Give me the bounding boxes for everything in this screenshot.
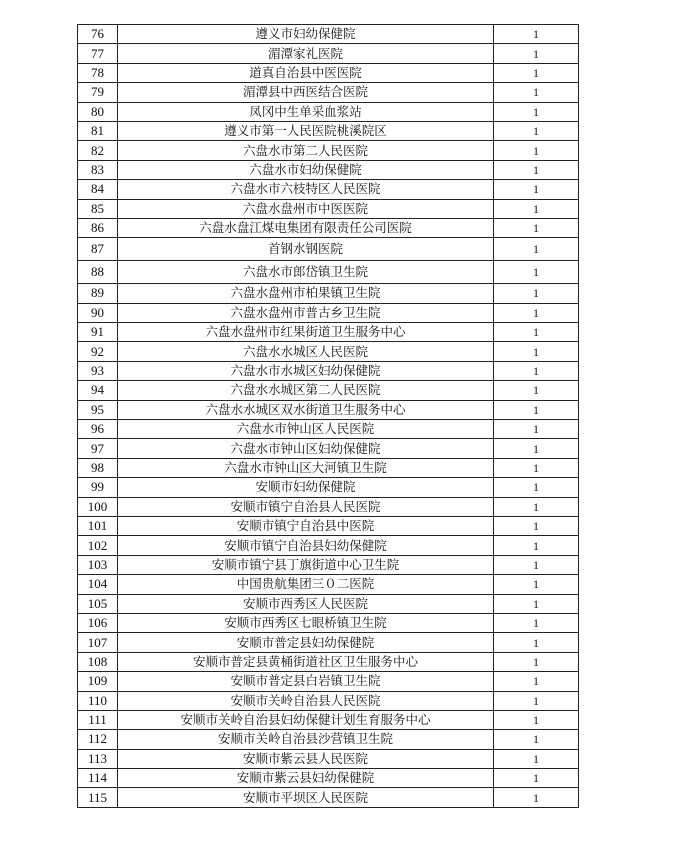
row-number-cell: 80	[78, 102, 118, 121]
count-cell: 1	[494, 361, 579, 380]
table-row	[78, 284, 579, 303]
institution-name-cell: 六盘水盘州市中医医院	[118, 199, 494, 218]
institution-name-cell: 安顺市紫云县妇幼保健院	[118, 769, 494, 788]
count-cell: 1	[494, 199, 579, 218]
row-number-cell: 106	[78, 613, 118, 632]
count-cell: 1	[494, 652, 579, 671]
institution-name-cell: 道真自治县中医医院	[118, 63, 494, 82]
count-cell: 1	[494, 710, 579, 729]
row-number-cell: 92	[78, 342, 118, 361]
institution-name-cell: 六盘水盘州市红果街道卫生服务中心	[118, 323, 494, 342]
row-number-cell: 107	[78, 633, 118, 652]
table-row	[78, 555, 579, 574]
table-row	[78, 44, 579, 63]
row-number-cell: 94	[78, 381, 118, 400]
row-number-cell: 111	[78, 710, 118, 729]
count-cell: 1	[494, 691, 579, 710]
count-cell: 1	[494, 400, 579, 419]
institution-name-cell: 六盘水盘州市柏果镇卫生院	[118, 284, 494, 303]
institution-name-cell: 湄潭县中西医结合医院	[118, 83, 494, 102]
row-number-cell: 96	[78, 420, 118, 439]
count-cell: 1	[494, 788, 579, 807]
table-row	[78, 180, 579, 199]
row-number-cell: 95	[78, 400, 118, 419]
table-row	[78, 25, 579, 44]
institution-name-cell: 凤冈中生单采血浆站	[118, 102, 494, 121]
institution-name-cell: 安顺市镇宁自治县中医院	[118, 516, 494, 535]
institution-name-cell: 安顺市关岭自治县沙营镇卫生院	[118, 730, 494, 749]
institution-name-cell: 六盘水市钟山区人民医院	[118, 420, 494, 439]
count-cell: 1	[494, 323, 579, 342]
row-number-cell: 86	[78, 218, 118, 237]
row-number-cell: 87	[78, 238, 118, 261]
hospital-table	[77, 24, 579, 808]
count-cell: 1	[494, 342, 579, 361]
table-row	[78, 400, 579, 419]
count-cell: 1	[494, 121, 579, 140]
row-number-cell: 114	[78, 769, 118, 788]
row-number-cell: 88	[78, 261, 118, 284]
count-cell: 1	[494, 303, 579, 322]
table-row	[78, 788, 579, 807]
table-row	[78, 613, 579, 632]
count-cell: 1	[494, 25, 579, 44]
count-cell: 1	[494, 180, 579, 199]
table-row	[78, 63, 579, 82]
row-number-cell: 108	[78, 652, 118, 671]
table-row	[78, 102, 579, 121]
institution-name-cell: 中国贵航集团三０二医院	[118, 575, 494, 594]
row-number-cell: 98	[78, 458, 118, 477]
table-row	[78, 342, 579, 361]
count-cell: 1	[494, 575, 579, 594]
row-number-cell: 85	[78, 199, 118, 218]
count-cell: 1	[494, 594, 579, 613]
row-number-cell: 112	[78, 730, 118, 749]
table-row	[78, 141, 579, 160]
institution-name-cell: 遵义市第一人民医院桃溪院区	[118, 121, 494, 140]
institution-name-cell: 六盘水水城区第二人民医院	[118, 381, 494, 400]
row-number-cell: 90	[78, 303, 118, 322]
row-number-cell: 93	[78, 361, 118, 380]
row-number-cell: 115	[78, 788, 118, 807]
row-number-cell: 113	[78, 749, 118, 768]
table-row	[78, 420, 579, 439]
row-number-cell: 79	[78, 83, 118, 102]
table-row	[78, 160, 579, 179]
institution-name-cell: 六盘水市第二人民医院	[118, 141, 494, 160]
institution-name-cell: 遵义市妇幼保健院	[118, 25, 494, 44]
table-row	[78, 458, 579, 477]
table-row	[78, 361, 579, 380]
institution-name-cell: 安顺市妇幼保健院	[118, 478, 494, 497]
count-cell: 1	[494, 284, 579, 303]
institution-name-cell: 安顺市普定县妇幼保健院	[118, 633, 494, 652]
table-row	[78, 439, 579, 458]
institution-name-cell: 六盘水市水城区妇幼保健院	[118, 361, 494, 380]
table-row	[78, 323, 579, 342]
institution-name-cell: 安顺市关岭自治县人民医院	[118, 691, 494, 710]
count-cell: 1	[494, 613, 579, 632]
row-number-cell: 101	[78, 516, 118, 535]
table-row	[78, 238, 579, 261]
count-cell: 1	[494, 141, 579, 160]
row-number-cell: 102	[78, 536, 118, 555]
table-row	[78, 199, 579, 218]
count-cell: 1	[494, 381, 579, 400]
institution-name-cell: 六盘水市妇幼保健院	[118, 160, 494, 179]
institution-name-cell: 六盘水市钟山区妇幼保健院	[118, 439, 494, 458]
table-row	[78, 536, 579, 555]
count-cell: 1	[494, 536, 579, 555]
table-row	[78, 218, 579, 237]
count-cell: 1	[494, 633, 579, 652]
table-row	[78, 497, 579, 516]
table-row	[78, 516, 579, 535]
table-row	[78, 633, 579, 652]
institution-name-cell: 首钢水钢医院	[118, 238, 494, 261]
count-cell: 1	[494, 555, 579, 574]
row-number-cell: 77	[78, 44, 118, 63]
table-row	[78, 672, 579, 691]
row-number-cell: 110	[78, 691, 118, 710]
count-cell: 1	[494, 749, 579, 768]
count-cell: 1	[494, 672, 579, 691]
institution-name-cell: 六盘水市六枝特区人民医院	[118, 180, 494, 199]
row-number-cell: 105	[78, 594, 118, 613]
row-number-cell: 104	[78, 575, 118, 594]
table-body	[78, 25, 579, 808]
table-row	[78, 691, 579, 710]
institution-name-cell: 六盘水盘江煤电集团有限责任公司医院	[118, 218, 494, 237]
table-row	[78, 730, 579, 749]
institution-name-cell: 安顺市西秀区人民医院	[118, 594, 494, 613]
count-cell: 1	[494, 83, 579, 102]
count-cell: 1	[494, 238, 579, 261]
table-row	[78, 575, 579, 594]
institution-name-cell: 六盘水水城区人民医院	[118, 342, 494, 361]
institution-name-cell: 安顺市西秀区七眼桥镇卫生院	[118, 613, 494, 632]
institution-name-cell: 安顺市镇宁自治县妇幼保健院	[118, 536, 494, 555]
row-number-cell: 100	[78, 497, 118, 516]
count-cell: 1	[494, 160, 579, 179]
table-row	[78, 594, 579, 613]
institution-name-cell: 安顺市平坝区人民医院	[118, 788, 494, 807]
table-row	[78, 478, 579, 497]
table-row	[78, 652, 579, 671]
table-row	[78, 769, 579, 788]
count-cell: 1	[494, 730, 579, 749]
institution-name-cell: 六盘水水城区双水街道卫生服务中心	[118, 400, 494, 419]
table-row	[78, 749, 579, 768]
row-number-cell: 82	[78, 141, 118, 160]
institution-name-cell: 安顺市镇宁自治县人民医院	[118, 497, 494, 516]
row-number-cell: 78	[78, 63, 118, 82]
institution-name-cell: 安顺市紫云县人民医院	[118, 749, 494, 768]
institution-name-cell: 六盘水市钟山区大河镇卫生院	[118, 458, 494, 477]
count-cell: 1	[494, 516, 579, 535]
count-cell: 1	[494, 218, 579, 237]
table-row	[78, 261, 579, 284]
count-cell: 1	[494, 102, 579, 121]
row-number-cell: 103	[78, 555, 118, 574]
row-number-cell: 91	[78, 323, 118, 342]
count-cell: 1	[494, 420, 579, 439]
table-row	[78, 83, 579, 102]
count-cell: 1	[494, 769, 579, 788]
institution-name-cell: 安顺市关岭自治县妇幼保健计划生育服务中心	[118, 710, 494, 729]
table-row	[78, 121, 579, 140]
institution-name-cell: 六盘水盘州市普古乡卫生院	[118, 303, 494, 322]
row-number-cell: 109	[78, 672, 118, 691]
institution-name-cell: 安顺市镇宁县丁旗街道中心卫生院	[118, 555, 494, 574]
table-row	[78, 381, 579, 400]
row-number-cell: 81	[78, 121, 118, 140]
count-cell: 1	[494, 497, 579, 516]
table-row	[78, 303, 579, 322]
count-cell: 1	[494, 63, 579, 82]
count-cell: 1	[494, 478, 579, 497]
row-number-cell: 83	[78, 160, 118, 179]
row-number-cell: 99	[78, 478, 118, 497]
row-number-cell: 97	[78, 439, 118, 458]
row-number-cell: 89	[78, 284, 118, 303]
institution-name-cell: 湄潭家礼医院	[118, 44, 494, 63]
count-cell: 1	[494, 439, 579, 458]
institution-name-cell: 六盘水市郎岱镇卫生院	[118, 261, 494, 284]
count-cell: 1	[494, 458, 579, 477]
institution-name-cell: 安顺市普定县白岩镇卫生院	[118, 672, 494, 691]
count-cell: 1	[494, 44, 579, 63]
count-cell: 1	[494, 261, 579, 284]
table-row	[78, 710, 579, 729]
row-number-cell: 76	[78, 25, 118, 44]
row-number-cell: 84	[78, 180, 118, 199]
institution-name-cell: 安顺市普定县黄桶街道社区卫生服务中心	[118, 652, 494, 671]
